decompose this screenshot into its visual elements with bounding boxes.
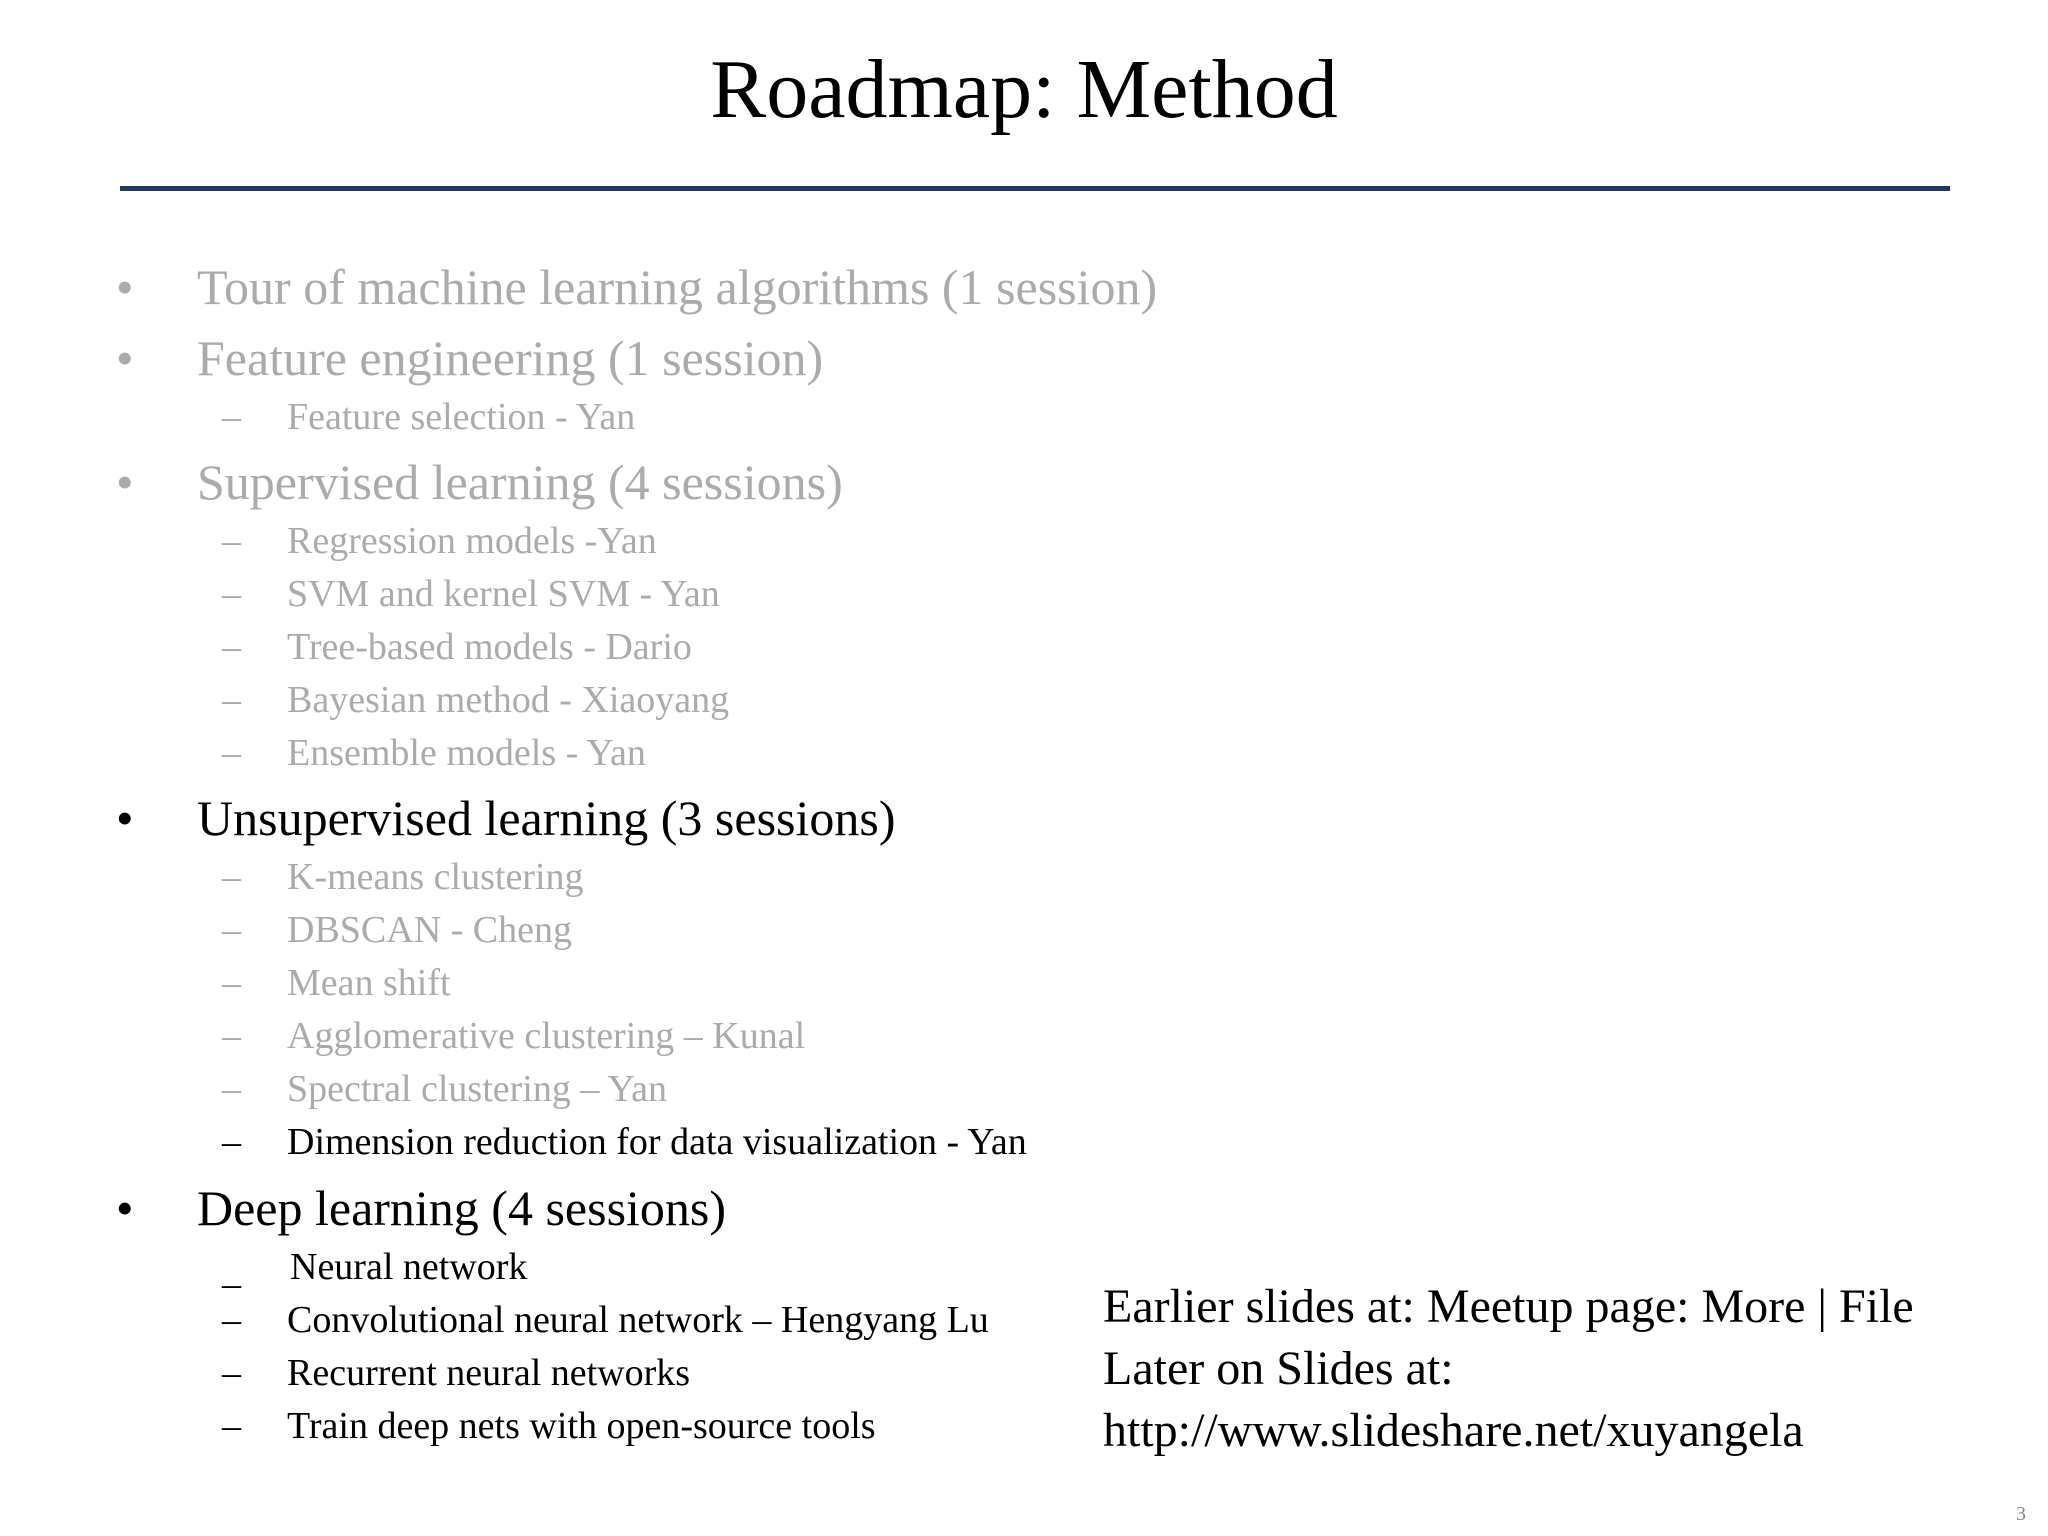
outline-subitem-label: Spectral clustering – Yan	[287, 1068, 667, 1110]
slide-title: Roadmap: Method	[710, 43, 1338, 136]
dash-marker: –	[222, 962, 241, 1004]
outline-item-label: Tour of machine learning algorithms (1 session)	[197, 259, 1158, 315]
outline-subitem-label: Agglomerative clustering – Kunal	[287, 1015, 806, 1057]
dash-marker: –	[222, 1121, 241, 1163]
slideshare-link[interactable]: http://www.slideshare.net/xuyangela	[1103, 1404, 1804, 1457]
dash-marker: –	[222, 520, 241, 562]
outline-subitem-label: K-means clustering	[287, 856, 584, 898]
page-number: 3	[2016, 1503, 2026, 1525]
outline-subitem-label: Tree-based models - Dario	[287, 626, 692, 668]
dash-marker: –	[222, 396, 241, 438]
bullet-marker: •	[116, 330, 134, 386]
outline-subitem-label: Mean shift	[287, 962, 451, 1004]
outline-item-label: Unsupervised learning (3 sessions)	[197, 790, 896, 846]
dash-marker: –	[222, 573, 241, 615]
dash-marker: –	[222, 679, 241, 721]
outline-subitem-label: Neural network	[290, 1246, 528, 1288]
dash-marker: –	[222, 1299, 241, 1341]
outline-item-label: Deep learning (4 sessions)	[197, 1180, 727, 1236]
note-line-earlier-slides: Earlier slides at: Meetup page: More | File	[1103, 1280, 1914, 1333]
outline-item-label: Feature engineering (1 session)	[197, 330, 824, 386]
outline-item-label: Supervised learning (4 sessions)	[197, 454, 843, 510]
dash-marker: –	[222, 1068, 241, 1110]
bullet-marker: •	[116, 1180, 134, 1236]
outline-subitem-label: SVM and kernel SVM - Yan	[287, 573, 720, 615]
dash-marker: –	[222, 1405, 241, 1447]
outline-subitem-label: Train deep nets with open-source tools	[287, 1405, 876, 1447]
outline-subitem-label: Recurrent neural networks	[287, 1352, 691, 1394]
outline-subitem-label: Regression models -Yan	[287, 520, 657, 562]
outline-subitem-label: Feature selection - Yan	[287, 396, 636, 438]
outline-subitem-label: Convolutional neural network – Hengyang Lu	[287, 1299, 989, 1341]
outline-subitem-label: DBSCAN - Cheng	[287, 909, 573, 951]
dash-marker: –	[222, 1352, 241, 1394]
note-line-later-slides: Later on Slides at:	[1103, 1342, 1454, 1395]
outline-subitem-label: Dimension reduction for data visualization - Yan	[287, 1121, 1027, 1163]
bullet-marker: •	[116, 454, 134, 510]
dash-marker: –	[222, 732, 241, 774]
bullet-marker: •	[116, 259, 134, 315]
outline-subitem-label: Ensemble models - Yan	[287, 732, 646, 774]
outline-subitem-label: Bayesian method - Xiaoyang	[287, 679, 730, 721]
dash-marker: –	[222, 909, 241, 951]
dash-marker: –	[222, 856, 241, 898]
underscore-marker: _	[222, 1250, 241, 1292]
slides-location-note	[1103, 1276, 1914, 1462]
dash-marker: –	[222, 626, 241, 668]
dash-marker: –	[222, 1015, 241, 1057]
bullet-marker: •	[116, 790, 134, 846]
